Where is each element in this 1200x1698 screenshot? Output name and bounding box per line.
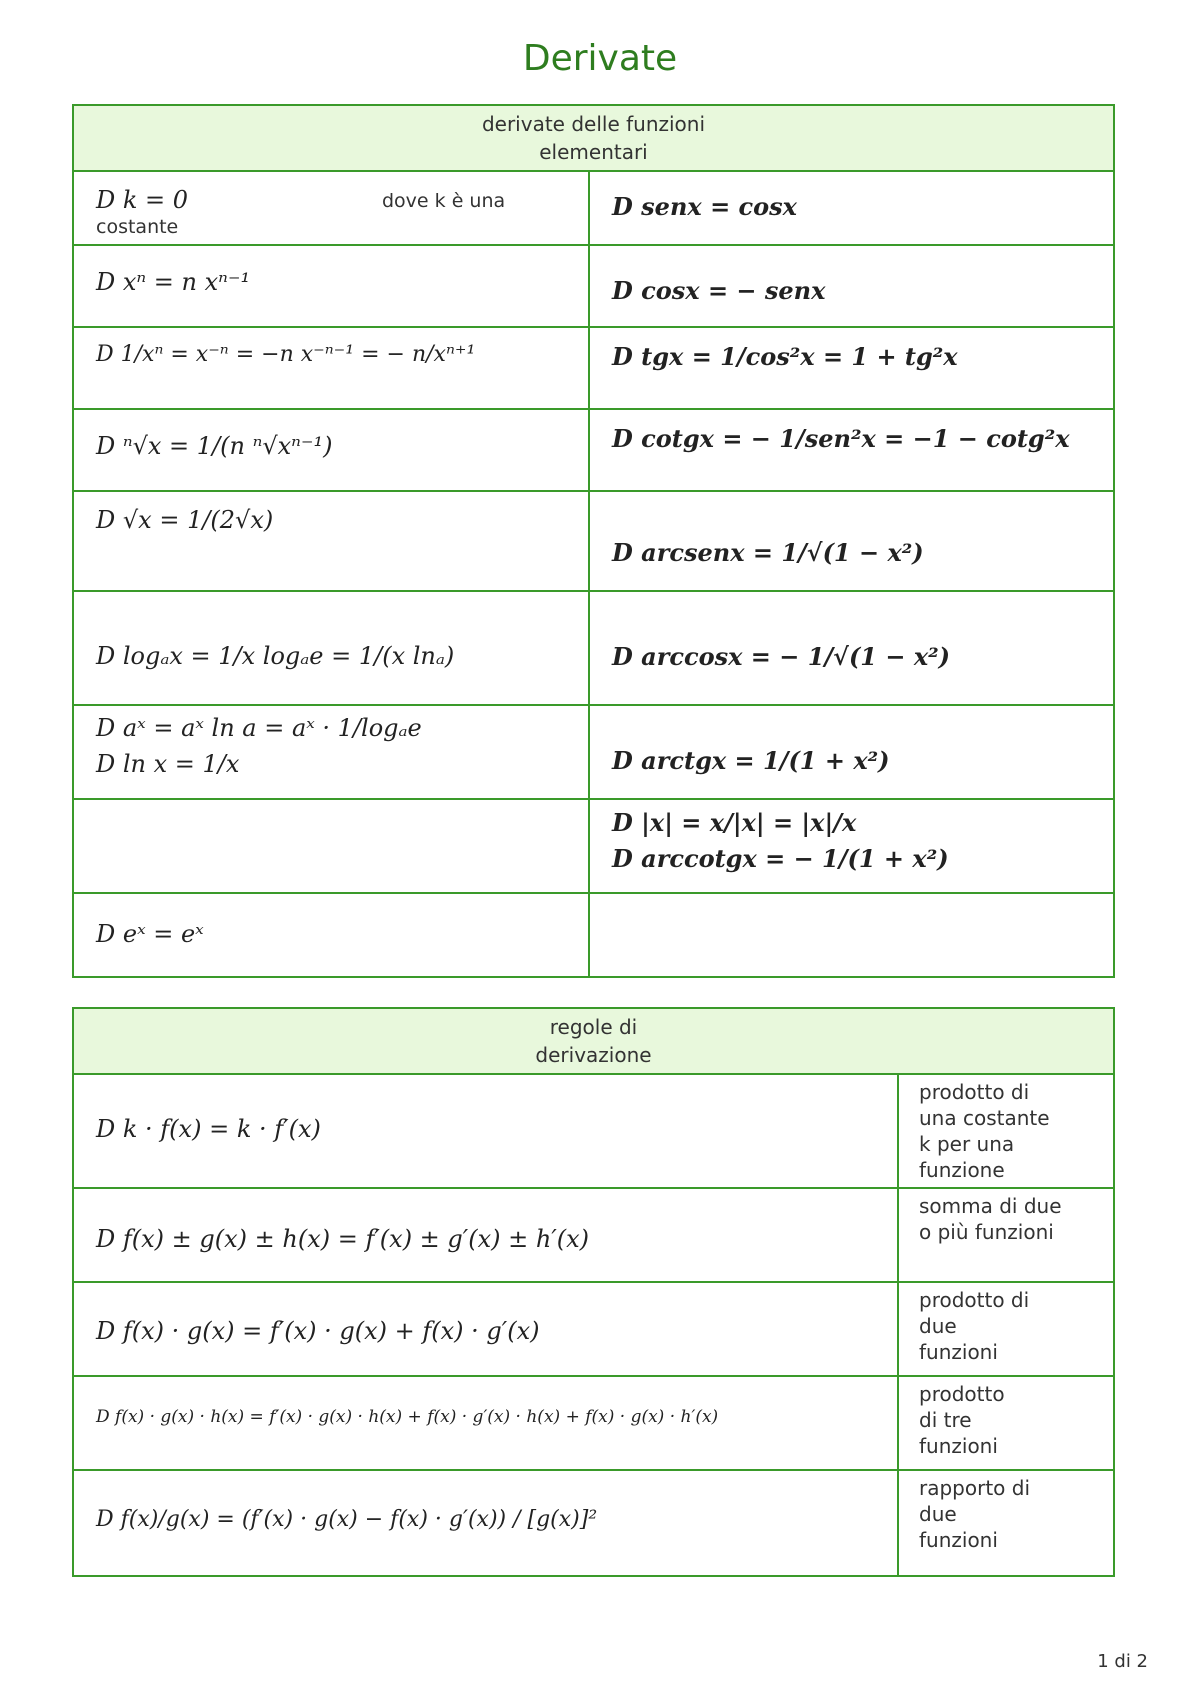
formula: D logₐx = 1/x logₐe = 1/(x lnₐ) [96,642,455,670]
description-line: due [919,1314,957,1338]
description-line: due [919,1502,957,1526]
formula: D f(x) ± g(x) ± h(x) = f′(x) ± g′(x) ± h′(x) [96,1225,590,1253]
table-cell [589,327,1114,409]
rule-description [898,1188,1114,1282]
formula: D aˣ = aˣ ln a = aˣ · 1/logₐe [96,714,422,742]
table-cell [589,893,1114,977]
formula: D eˣ = eˣ [96,920,204,948]
table-row [73,1376,1114,1470]
description-line: prodotto di [919,1288,1030,1312]
rule-description [898,1074,1114,1188]
table-header-row [73,105,1114,171]
formula: D arctgx = 1/(1 + x²) [612,746,890,775]
table-cell [73,893,589,977]
table-cell [73,171,589,245]
formula: D senx = cosx [612,192,797,221]
formula: D arccosx = − 1/√(1 − x²) [612,642,950,671]
table-cell [73,1376,898,1470]
description-line: funzione [919,1158,1005,1182]
table-row [73,1470,1114,1576]
formula: D f(x) · g(x) · h(x) = f′(x) · g(x) · h(x) + f(x) · g′(x) · h(x) + f(x) · g(x) · h′(x) [96,1407,719,1427]
table-cell [73,591,589,705]
table-row [73,491,1114,591]
formula-note: dove k è una [382,190,506,212]
formula: D k = 0 [96,186,189,214]
formula: D √x = 1/(2√x) [96,506,274,534]
header-line: elementari [539,140,648,164]
table-cell [73,1282,898,1376]
header-line: derivate delle funzioni [481,112,706,136]
table-cell [73,1074,898,1188]
table-cell [589,409,1114,491]
table-header-cell [73,105,1114,171]
table-header-cell [73,1008,1114,1074]
table-cell [73,409,589,491]
formula: D cotgx = − 1/sen²x = −1 − cotg²x [612,424,1070,453]
rule-description [898,1470,1114,1576]
table-cell [73,799,589,893]
table-row [73,1074,1114,1188]
table-cell [589,705,1114,799]
page-title: Derivate [522,38,678,79]
rule-description [898,1282,1114,1376]
formula-note: costante [96,216,179,238]
formula: D cosx = − senx [612,276,826,305]
description-line: di tre [919,1408,972,1432]
table-cell [589,171,1114,245]
formula: D ln x = 1/x [96,750,240,778]
table-cell [589,591,1114,705]
table-cell [73,1470,898,1576]
description-line: somma di due [919,1194,1062,1218]
table-row [73,591,1114,705]
formula: D arccotgx = − 1/(1 + x²) [612,844,949,873]
table-cell [73,491,589,591]
table-cell [73,327,589,409]
table-cell [73,705,589,799]
table-row [73,1282,1114,1376]
description-line: rapporto di [919,1476,1031,1500]
table-row [73,705,1114,799]
table-row [73,245,1114,327]
formula: D tgx = 1/cos²x = 1 + tg²x [612,342,958,371]
description-line: funzioni [919,1434,998,1458]
description-line: prodotto di [919,1080,1030,1104]
page-number: 1 di 2 [1097,1651,1148,1672]
formula: D f(x) · g(x) = f′(x) · g(x) + f(x) · g′(x) [96,1317,540,1345]
table-cell [589,491,1114,591]
description-line: una costante [919,1106,1050,1130]
table-cell [73,1188,898,1282]
description-line: funzioni [919,1528,998,1552]
description-line: k per una [919,1132,1015,1156]
formula: D f(x)/g(x) = (f′(x) · g(x) − f(x) · g′(x)) / [g(x)]² [96,1507,598,1532]
table-cell [589,799,1114,893]
description-line: funzioni [919,1340,998,1364]
formula: D arcsenx = 1/√(1 − x²) [612,538,924,567]
table-header-row [73,1008,1114,1074]
elementary-derivatives-table [72,104,1115,978]
table-cell [589,245,1114,327]
description-line: prodotto [919,1382,1005,1406]
table-row [73,409,1114,491]
formula: D ⁿ√x = 1/(n ⁿ√xⁿ⁻¹) [96,432,333,460]
rule-description [898,1376,1114,1470]
formula: D xⁿ = n xⁿ⁻¹ [96,268,251,296]
derivation-rules-table [72,1007,1115,1577]
description-line: o più funzioni [919,1220,1054,1244]
table-row [73,893,1114,977]
table-cell [73,245,589,327]
table-row [73,799,1114,893]
table-row [73,327,1114,409]
table-row [73,1188,1114,1282]
formula: D 1/xⁿ = x⁻ⁿ = −n x⁻ⁿ⁻¹ = − n/xⁿ⁺¹ [96,342,476,367]
formula: D |x| = x/|x| = |x|/x [612,808,857,837]
header-line: derivazione [535,1043,652,1067]
header-line: regole di [549,1015,638,1039]
formula: D k · f(x) = k · f′(x) [96,1115,321,1143]
table-row [73,171,1114,245]
